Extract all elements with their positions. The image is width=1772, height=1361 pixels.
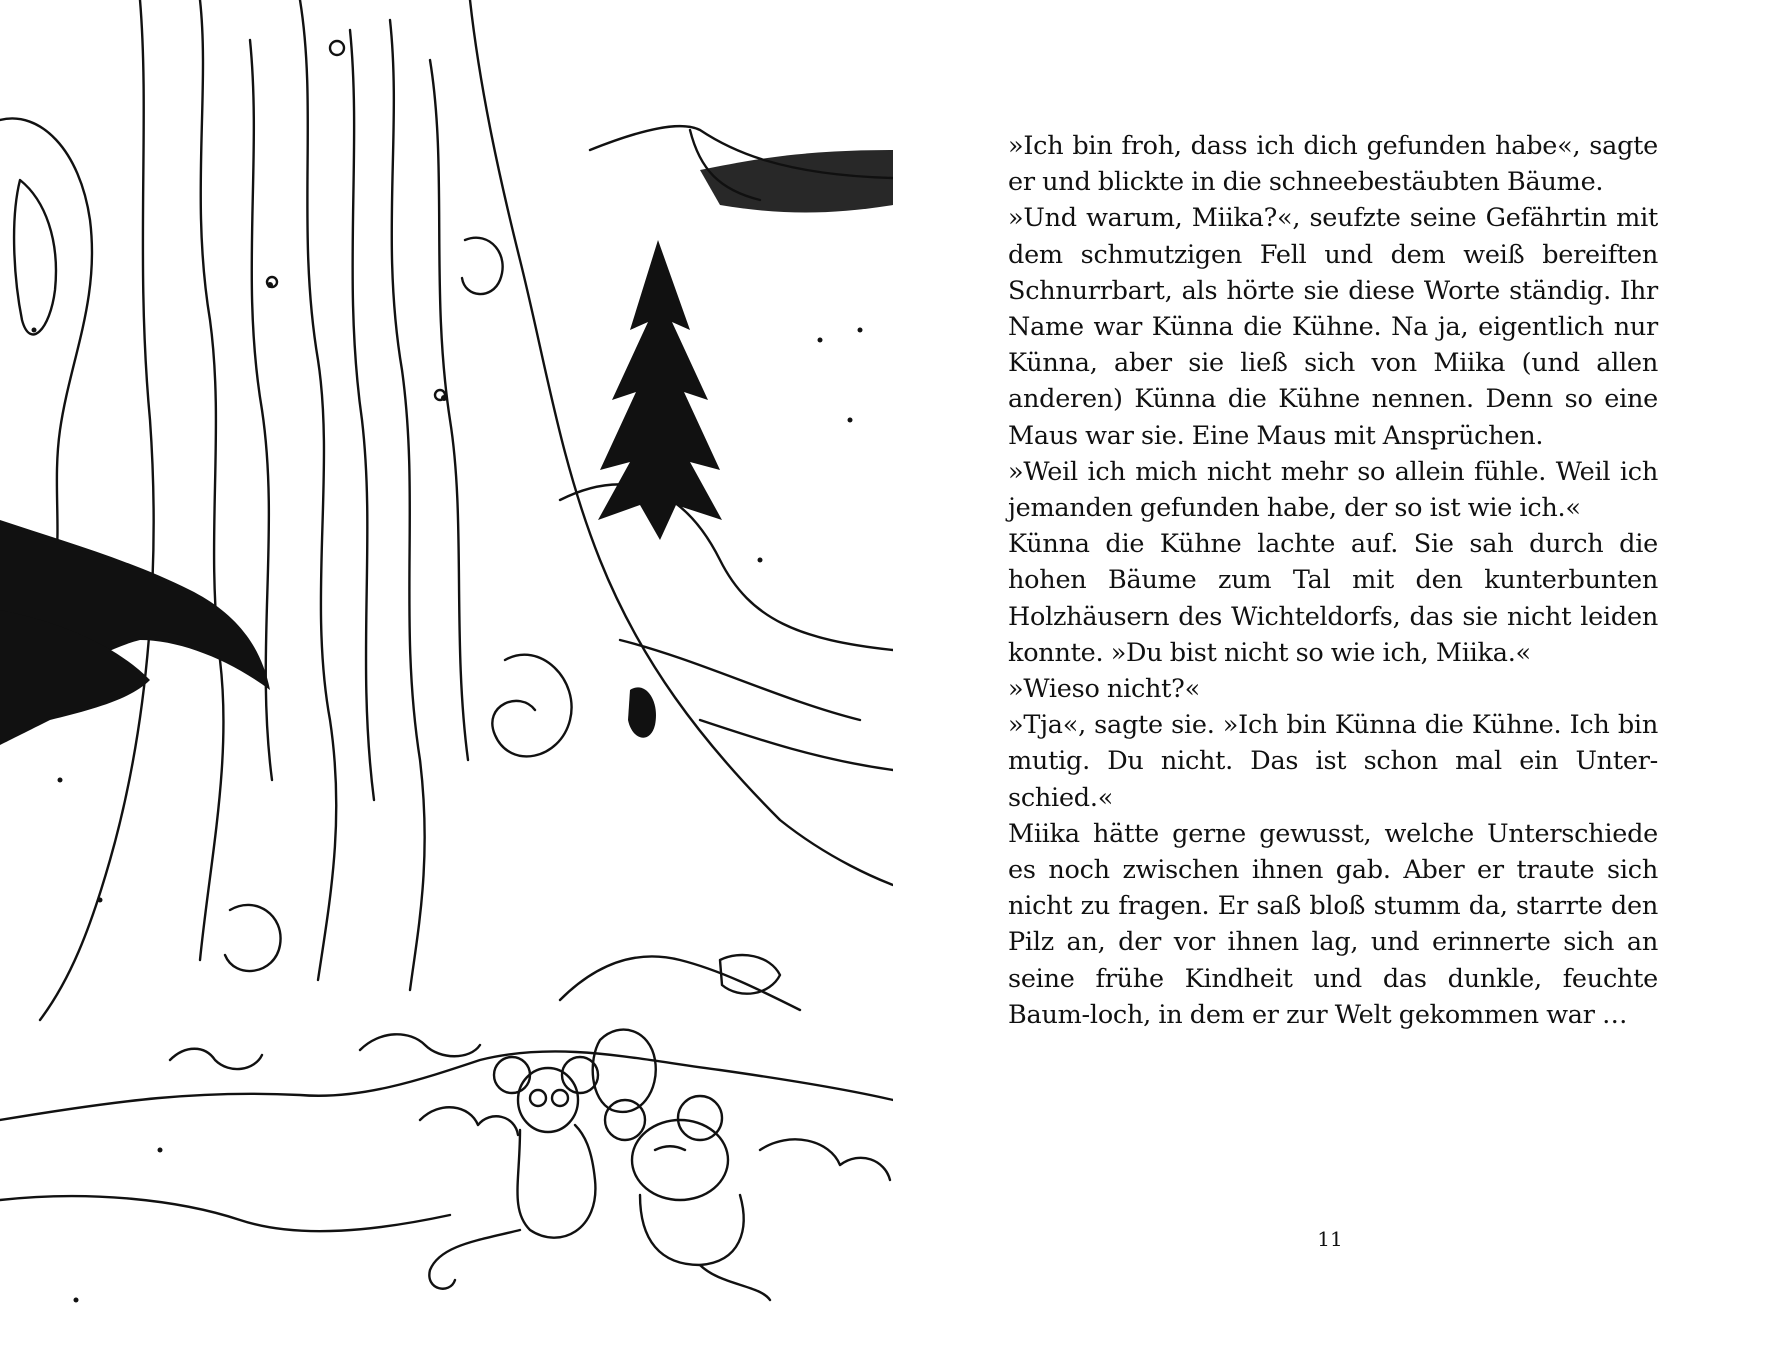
paragraph: »Weil ich mich nicht mehr so allein fühle. Weil ich jemanden gefunden habe, der so ist wie ich.« xyxy=(1008,456,1658,524)
paragraph: »Und warum, Miika?«, seufzte seine Gefährtin mit dem schmutzigen Fell und dem weiß bereiften Schnurrbart, als hörte sie diese Worte ständig. Ihr Name war Künna die Kühne. Na ja, eigentlich nur Künna, aber sie ließ sich von Miika (und allen anderen) Künna die Kühne nennen. Denn so eine Maus war sie. Eine Maus mit Ansprüchen. xyxy=(1008,203,1658,451)
paragraph: »Wieso nicht?« xyxy=(1008,674,1200,705)
paragraph: »Tja«, sagte sie. »Ich bin Künna die Kühne. Ich bin mutig. Du nicht. Das ist schon mal ein Unter-schied.« xyxy=(1008,710,1658,813)
mouse-miika xyxy=(429,1057,598,1289)
paragraph: Künna die Kühne lachte auf. Sie sah durch die hohen Bäume zum Tal mit den kunterbunten Holzhäusern des Wichteldorfs, das sie nicht leiden konnte. »Du bist nicht so wie ich, Miika.« xyxy=(1008,529,1658,668)
paragraph: Miika hätte gerne gewusst, welche Unterschiede es noch zwischen ihnen gab. Aber er traute sich nicht zu fragen. Er saß bloß stumm da, starrte den Pilz an, der vor ihnen lag, und erinnerte sich an seine frühe Kindheit und das dunkle, feuchte Baum-loch, in dem er zur Welt gekommen war … xyxy=(1008,818,1658,1030)
page-number: 11 xyxy=(1317,1227,1343,1251)
pine-tree-silhouette xyxy=(598,240,722,540)
paragraph: »Ich bin froh, dass ich dich gefunden habe«, sagte er und blickte in die schneebestäubten Bäume. xyxy=(1008,131,1658,198)
snow-ground xyxy=(0,1051,893,1120)
text-page xyxy=(1008,128,1658,1033)
mouse-kuenna xyxy=(605,1096,770,1300)
